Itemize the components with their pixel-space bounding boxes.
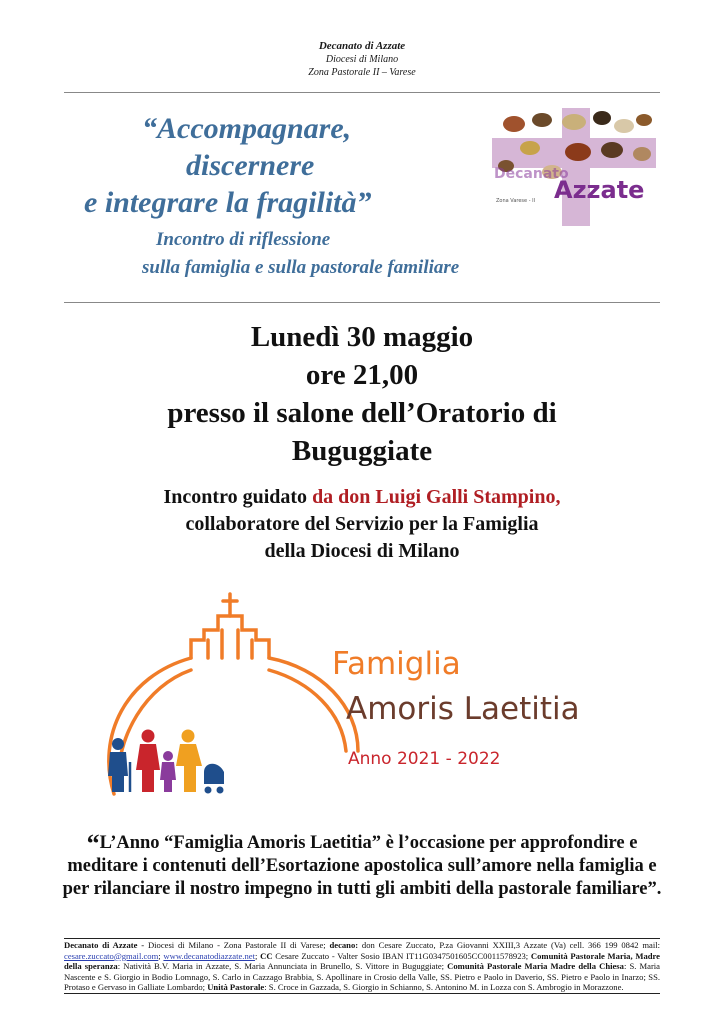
event-time: ore 21,00	[305, 359, 419, 391]
footer-cc-label: CC	[260, 950, 273, 961]
footer-deanery: Decanato di Azzate -	[64, 940, 145, 950]
footer-dean-label: decano:	[329, 940, 359, 950]
footer-text-1: Diocesi di Milano - Zona Pastorale II di Varese;	[144, 940, 330, 950]
footer-cp2-label: Comunità Pastorale Maria Madre della Chiesa	[447, 961, 624, 972]
header-deanery: Decanato di Azzate	[318, 40, 406, 52]
family-logo-line-1: Famiglia	[332, 646, 461, 682]
header-zone: Zona Pastorale II – Varese	[308, 67, 416, 78]
speaker-name: da don Luigi Galli Stampino,	[312, 486, 561, 508]
family-logo-line-3: Anno 2021 - 2022	[348, 749, 501, 769]
title-line-2: discernere	[186, 149, 315, 182]
footer-up-label: Unità Pastorale	[207, 982, 265, 993]
title-line-1: “Accompagnare,	[142, 112, 352, 145]
speaker-info	[0, 484, 724, 565]
subtitle-line-2: sulla famiglia e sulla pastorale familiare	[142, 257, 460, 278]
document-header	[0, 40, 724, 79]
title-line-3: e integrare la fragilità”	[84, 186, 372, 219]
footer-text-2: don Cesare Zuccato, P.za Giovanni XXIII,3 Azzate (Va) cell. 366 199 0842 mail:	[358, 940, 660, 950]
footer-cp1-text: : Natività B.V. Maria in Azzate, S. Maria Annunciata in Brunello, S. Vittore in Buguggiate;	[117, 961, 448, 972]
subtitle-line-1: Incontro di riflessione	[156, 229, 331, 250]
guide-prefix: Incontro guidato	[163, 486, 313, 508]
footer-email-link[interactable]: cesare.zuccato@gmail.com	[64, 950, 159, 961]
quote-block	[60, 829, 664, 901]
footer-text-4: Cesare Zuccato - Valter Sosio IBAN IT11G0347501605CC0011578923;	[272, 950, 531, 961]
footer-info	[64, 938, 660, 994]
amoris-laetitia-graphic	[96, 586, 656, 806]
footer-website-link[interactable]: www.decanatodiazzate.net	[163, 950, 255, 961]
divider-middle	[64, 302, 660, 303]
logo-small-text: Zona Varese - II	[496, 198, 536, 204]
event-date: Lunedì 30 maggio	[250, 321, 474, 353]
footer-cp1-label: Comunità Pastorale Maria, Madre della speranza	[64, 950, 660, 972]
logo-word-decanato: Decanato	[494, 166, 569, 182]
event-place-line-2: Buguggiate	[291, 435, 433, 467]
deanery-logo-graphic	[492, 108, 656, 226]
footer-sep: ;	[158, 950, 164, 961]
speaker-role: collaboratore del Servizio per la Famiglia	[185, 513, 539, 535]
deanery-logo	[492, 108, 656, 226]
header-diocese: Diocesi di Milano	[325, 54, 399, 65]
family-logo-line-2: Amoris Laetitia	[346, 691, 580, 727]
event-details	[0, 318, 724, 470]
footer-text-3: ;	[254, 950, 261, 961]
event-place-line-1: presso il salone dell’Oratorio di	[167, 397, 557, 429]
footer-up-text: : S. Croce in Gazzada, S. Giorgio in Schianno, S. Antonino M. in Lozza con S. Ambrogio in Morazzone.	[264, 982, 624, 993]
speaker-diocese: della Diocesi di Milano	[264, 540, 460, 562]
amoris-laetitia-logo	[96, 586, 656, 806]
quote-open-mark: “	[86, 829, 100, 858]
footer-cp2-text: : S. Maria Nascente e S. Giorgio in Bodio Lomnago, S. Carlo in Cazzago Brabbia, S. Apollinare in Crosio della Valle, SS. Pietro e Paolo in Daverio, SS. Pietro e Paolo in Inarzo; SS. Protaso e Gervaso in Galliate Lombardo;	[64, 961, 660, 993]
logo-word-azzate: Azzate	[554, 176, 645, 204]
divider-top	[64, 92, 660, 93]
quote-text: L’Anno “Famiglia Amoris Laetitia” è l’occasione per approfondire e meditare i contenuti dell’Esortazione apostolica sull’amore nella famiglia e per rilanciare il nostro impegno in tutti gli ambiti della pastorale familiare”.	[62, 833, 662, 899]
